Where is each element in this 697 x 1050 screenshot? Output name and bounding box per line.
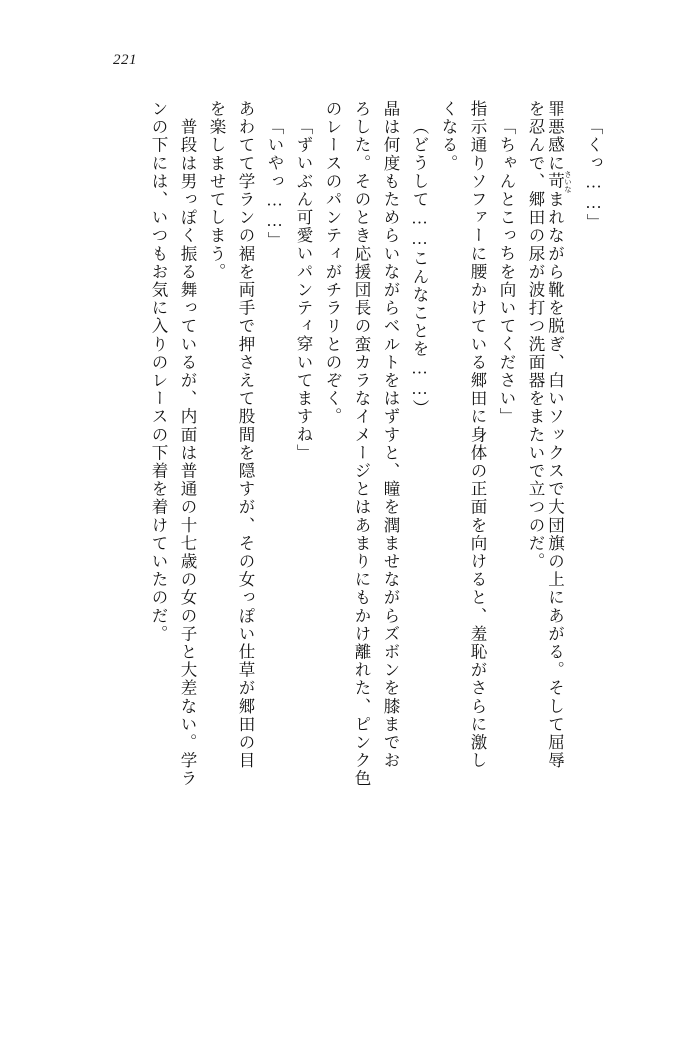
text-line: くなる。 bbox=[439, 100, 458, 173]
text-line: 指示通りソファーに腰かけている郷田に身体の正面を向けると、羞恥がさらに激し bbox=[468, 100, 487, 770]
text-line: を忍んで、郷田の尿が波打つ洗面器をまたいで立つのだ。 bbox=[526, 100, 545, 571]
text-line: 「いやっ……」 bbox=[265, 118, 284, 250]
text-line: 「ちゃんとこっちを向いてください」 bbox=[497, 118, 516, 426]
vertical-text-body bbox=[91, 100, 601, 970]
text-line: 「ずいぶん可愛いパンティ穿いてますね」 bbox=[294, 118, 313, 462]
text-line: のレースのパンティがチラリとのぞく。 bbox=[323, 100, 342, 426]
page-number: 221 bbox=[113, 52, 137, 68]
text-line: 晶は何度もためらいながらベルトをはずすと、瞳を潤ませながらズボンを膝までお bbox=[381, 100, 400, 770]
text-line: 罪悪感に苛 さいなまれながら靴を脱ぎ、白いソックスで大団旗の上にあがる。そして屈辱 bbox=[545, 100, 573, 770]
text-line: （どうして……こんなことを……） bbox=[410, 118, 429, 418]
text-line: ンの下には、いつもお気に入りのレースの下着を着けていたのだ。 bbox=[149, 100, 168, 643]
text-line: 普段は男っぽく振る舞っているが、内面は普通の十七歳の女の子と大差ない。学ラ bbox=[178, 100, 197, 788]
ruby-annotation: 苛 さいな bbox=[545, 170, 573, 193]
text-line: 「くっ……」 bbox=[584, 118, 603, 232]
text-line: ろした。そのとき応援団長の蛮カラなイメージとはあまりにもかけ離れた、ピンク色 bbox=[352, 100, 371, 788]
text-line: あわてて学ランの裾を両手で押さえて股間を隠すが、その女っぽい仕草が郷田の目 bbox=[236, 100, 255, 770]
text-line: を楽しませてしまう。 bbox=[207, 100, 226, 281]
